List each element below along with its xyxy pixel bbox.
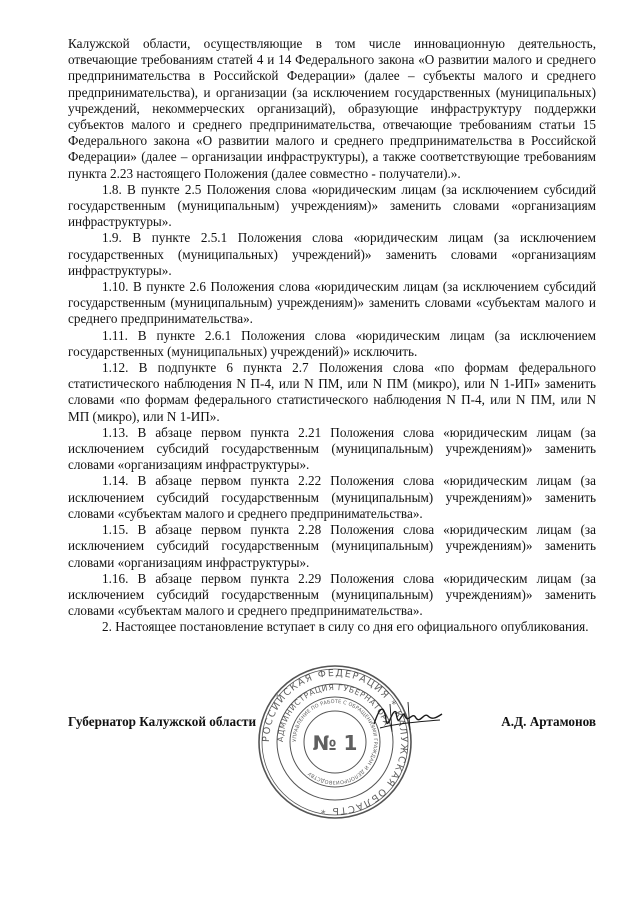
handwritten-signature [370, 698, 446, 738]
seal-number: № 1 [312, 731, 358, 755]
paragraph-1-15: 1.15. В абзаце первом пункта 2.28 Положения слова «юридическим лицам (за исключением субсидий государственным (муниципальным) учреждениям)» заменить словами «организациям инфраструктуры». [68, 522, 596, 570]
paragraph-1-12: 1.12. В подпункте 6 пункта 2.7 Положения слова «по формам федерального статистического наблюдения N П-4, или N ПМ, или N ПМ (микро), или N 1-ИП» заменить словами «по формам федерального статистического наблюдения N П-4, или N ПМ, или N МП (микро), или N 1-ИП». [68, 360, 596, 424]
official-seal [257, 664, 413, 820]
paragraph-1-10: 1.10. В пункте 2.6 Положения слова «юридическим лицам (за исключением субсидий государственным (муниципальным) учреждениям)» заменить словами «субъектам малого и среднего предпринимательства». [68, 279, 596, 327]
seal-inner-text: УПРАВЛЕНИЕ ПО РАБОТЕ С ОБРАЩЕНИЯМИ ГРАЖДАН И ДЕЛОПРОИЗВОДСТВУ [291, 698, 379, 786]
paragraph-1-13: 1.13. В абзаце первом пункта 2.21 Положения слова «юридическим лицам (за исключением субсидий государственным (муниципальным) учреждениям)» заменить словами «организациям инфраструктуры». [68, 424, 596, 473]
signatory-role: Губернатор Калужской области [68, 714, 257, 729]
seal-middle-text: АДМИНИСТРАЦИЯ ГУБЕРНАТОРА [275, 682, 392, 743]
seal-outer-text: РОССИЙСКАЯ ФЕДЕРАЦИЯ * КАЛУЖСКАЯ ОБЛАСТЬ * [260, 667, 410, 817]
signatory-name: А.Д. Артамонов [501, 714, 596, 729]
paragraph-2: 2. Настоящее постановление вступает в силу со дня его официального опубликования. [102, 619, 589, 635]
paragraph-1-14: 1.14. В абзаце первом пункта 2.22 Положения слова «юридическим лицам (за исключением субсидий государственным (муниципальным) учреждениям)» заменить словами «субъектам малого и среднего предпринимательства». [68, 473, 596, 521]
paragraph-continuation: Калужской области, осуществляющие в том числе инновационную деятельность, отвечающие требованиям статей 4 и 14 Федерального закона «О развитии малого и среднего предпринимательства в Российской Федерации» (далее – субъекты малого и среднего предпринимательства), и организации (за исключением государственных (муниципальных) учреждений, некоммерческих организаций), образующие инфраструктуру поддержки субъектов малого и среднего предпринимательства, отвечающие требованиям статьи 15 Федерального закона «О развитии малого и среднего предпринимательства в Российской Федерации» (далее – организации инфраструктуры), а также соответствующие требованиям пункта 2.23 настоящего Положения (далее совместно - получатели).». [68, 36, 596, 181]
document-body [68, 36, 596, 636]
paragraph-1-8: 1.8. В пункте 2.5 Положения слова «юридическим лицам (за исключением субсидий государственным (муниципальным) учреждениям)» заменить словами «организациям инфраструктуры». [68, 181, 596, 230]
paragraph-1-9: 1.9. В пункте 2.5.1 Положения слова «юридическим лицам (за исключением государственных (муниципальных) учреждений)» заменить словами «организациям инфраструктуры». [68, 230, 596, 278]
paragraph-1-11: 1.11. В пункте 2.6.1 Положения слова «юридическим лицам (за исключением государственных (муниципальных) учреждений)» исключить. [68, 327, 596, 359]
paragraph-1-16: 1.16. В абзаце первом пункта 2.29 Положения слова «юридическим лицам (за исключением субсидий государственным (муниципальным) учреждениям)» заменить словами «субъектам малого и среднего предпринимательства». [68, 570, 596, 619]
